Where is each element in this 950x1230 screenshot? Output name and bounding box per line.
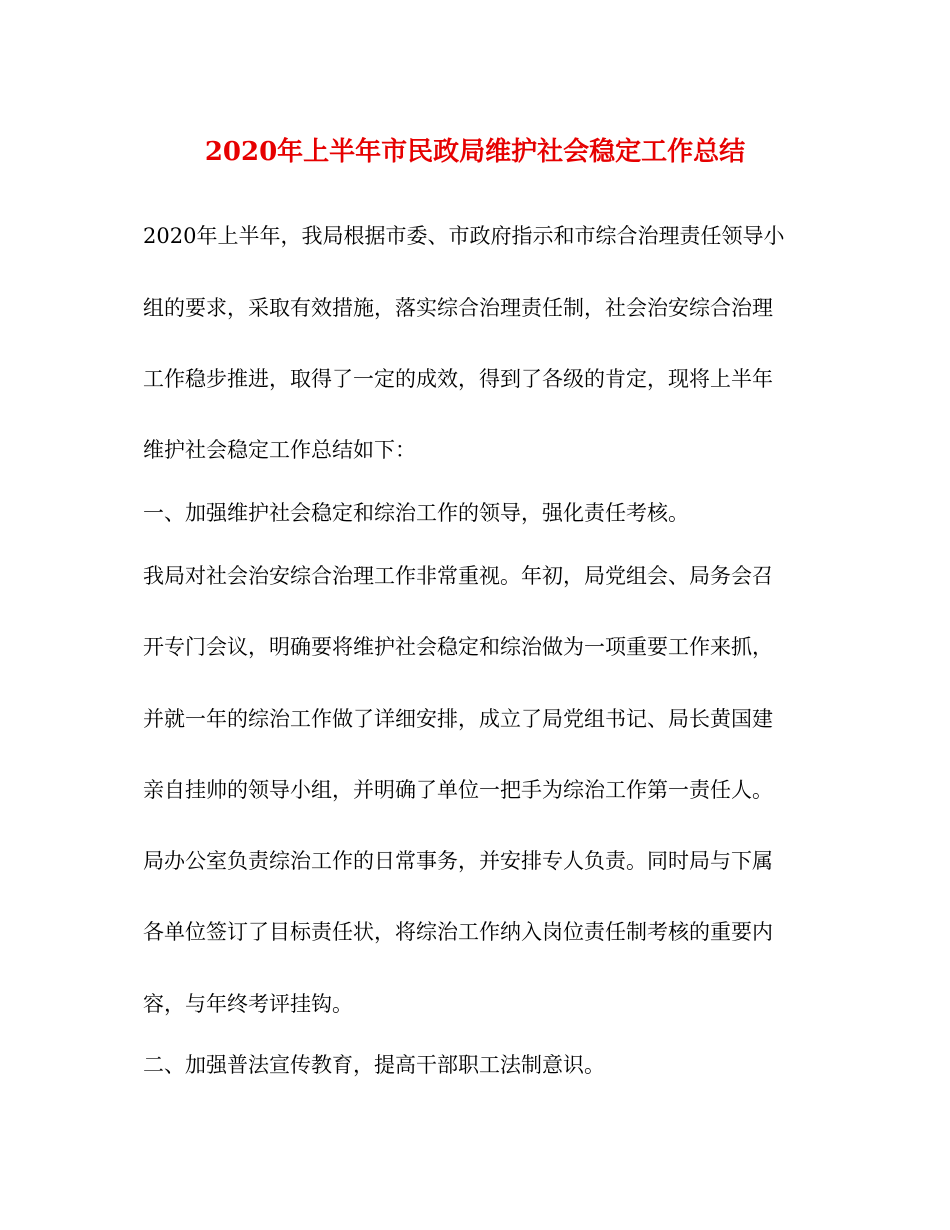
paragraph-line: 组的要求，采取有效措施，落实综合治理责任制，社会治安综合治理 xyxy=(143,296,773,320)
paragraph-line: 维护社会稳定工作总结如下： xyxy=(143,438,416,462)
paragraph-line: 局办公室负责综治工作的日常事务，并安排专人负责。同时局与下属 xyxy=(143,849,773,873)
paragraph-line: 容，与年终考评挂钩。 xyxy=(143,992,353,1016)
paragraph-line: 亲自挂帅的领导小组，并明确了单位一把手为综治工作第一责任人。 xyxy=(143,778,773,802)
document-title: 2020年上半年市民政局维护社会稳定工作总结 xyxy=(204,137,746,167)
paragraph-line: 我局对社会治安综合治理工作非常重视。年初，局党组会、局务会召 xyxy=(143,564,773,588)
section-heading: 二、加强普法宣传教育，提高干部职工法制意识。 xyxy=(143,1053,605,1077)
paragraph-line: 各单位签订了目标责任状，将综治工作纳入岗位责任制考核的重要内 xyxy=(143,920,773,944)
paragraph-line: 并就一年的综治工作做了详细安排，成立了局党组书记、局长黄国建 xyxy=(143,707,773,731)
paragraph-line: 工作稳步推进，取得了一定的成效，得到了各级的肯定，现将上半年 xyxy=(143,367,773,391)
paragraph-line: 开专门会议，明确要将维护社会稳定和综治做为一项重要工作来抓， xyxy=(143,635,773,659)
section-heading: 一、加强维护社会稳定和综治工作的领导，强化责任考核。 xyxy=(143,501,689,525)
paragraph-line: 2020年上半年，我局根据市委、市政府指示和市综合治理责任领导小 xyxy=(143,224,785,248)
